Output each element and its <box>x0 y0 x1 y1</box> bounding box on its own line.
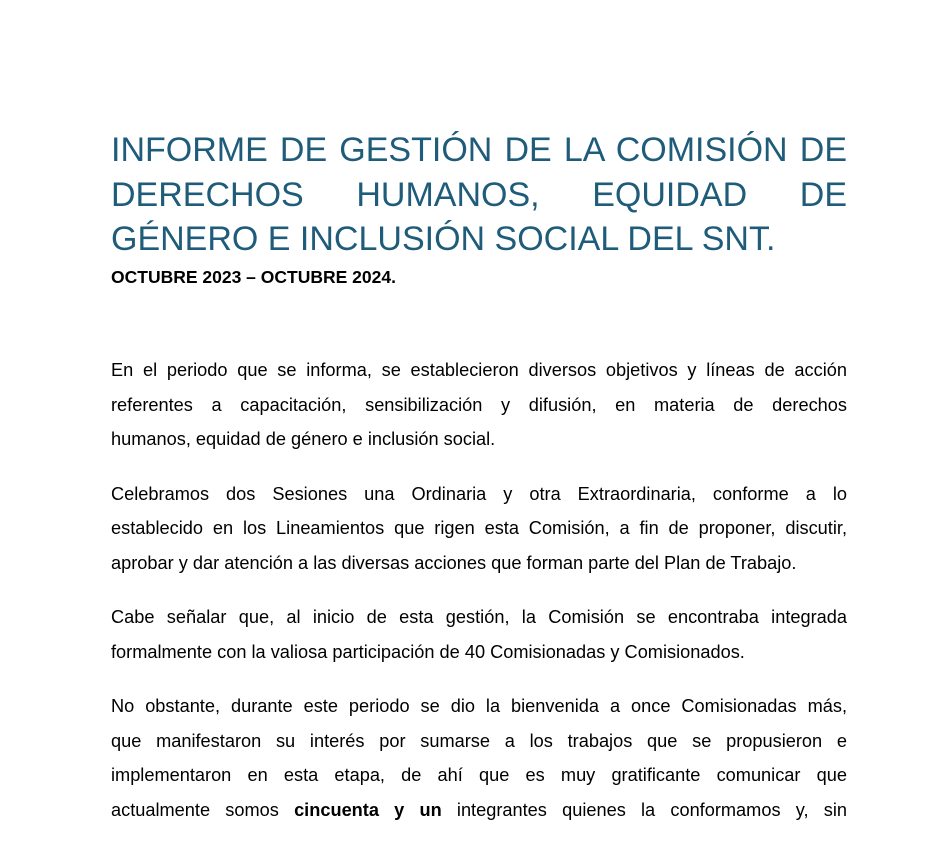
text-run: actualmente somos <box>111 799 279 820</box>
paragraph <box>111 477 847 581</box>
paragraph <box>111 600 847 669</box>
paragraph-line: Celebramos dos Sesiones una Ordinaria y otra Extraordinaria, conforme a lo <box>111 483 847 504</box>
paragraph-line: que manifestaron su interés por sumarse a los trabajos que se propusieron e <box>111 730 847 751</box>
title-line: INFORME DE GESTIÓN DE LA COMISIÓN DE <box>111 131 847 169</box>
document-subtitle: OCTUBRE 2023 – OCTUBRE 2024. <box>111 267 396 287</box>
paragraph-line: Cabe señalar que, al inicio de esta gestión, la Comisión se encontraba integrada <box>111 607 847 627</box>
emphasized-text: cincuenta y un <box>294 799 442 820</box>
paragraph-line: establecido en los Lineamientos que rigen esta Comisión, a fin de proponer, discutir, <box>111 518 847 538</box>
paragraph-line: humanos, equidad de género e inclusión social. <box>111 429 496 449</box>
document-title <box>111 128 847 262</box>
paragraph-line: formalmente con la valiosa participación de 40 Comisionadas y Comisionados. <box>111 641 745 662</box>
title-line: GÉNERO E INCLUSIÓN SOCIAL DEL SNT. <box>111 220 776 258</box>
paragraph <box>111 353 847 457</box>
document-body <box>111 353 847 847</box>
paragraph-line: implementaron en esta etapa, de ahí que es muy gratificante comunicar que <box>111 765 847 785</box>
paragraph-line: En el periodo que se informa, se establecieron diversos objetivos y líneas de acción <box>111 360 847 380</box>
paragraph-line: aprobar y dar atención a las diversas acciones que forman parte del Plan de Trabajo. <box>111 552 797 573</box>
paragraph <box>111 689 847 827</box>
paragraph-line: referentes a capacitación, sensibilización y difusión, en materia de derechos <box>111 394 847 415</box>
paragraph-line <box>111 793 847 828</box>
text-run: integrantes quienes la conformamos y, sin <box>456 799 847 820</box>
paragraph-line: No obstante, durante este periodo se dio la bienvenida a once Comisionadas más, <box>111 696 847 716</box>
title-line: DERECHOS HUMANOS, EQUIDAD DE <box>111 175 847 214</box>
